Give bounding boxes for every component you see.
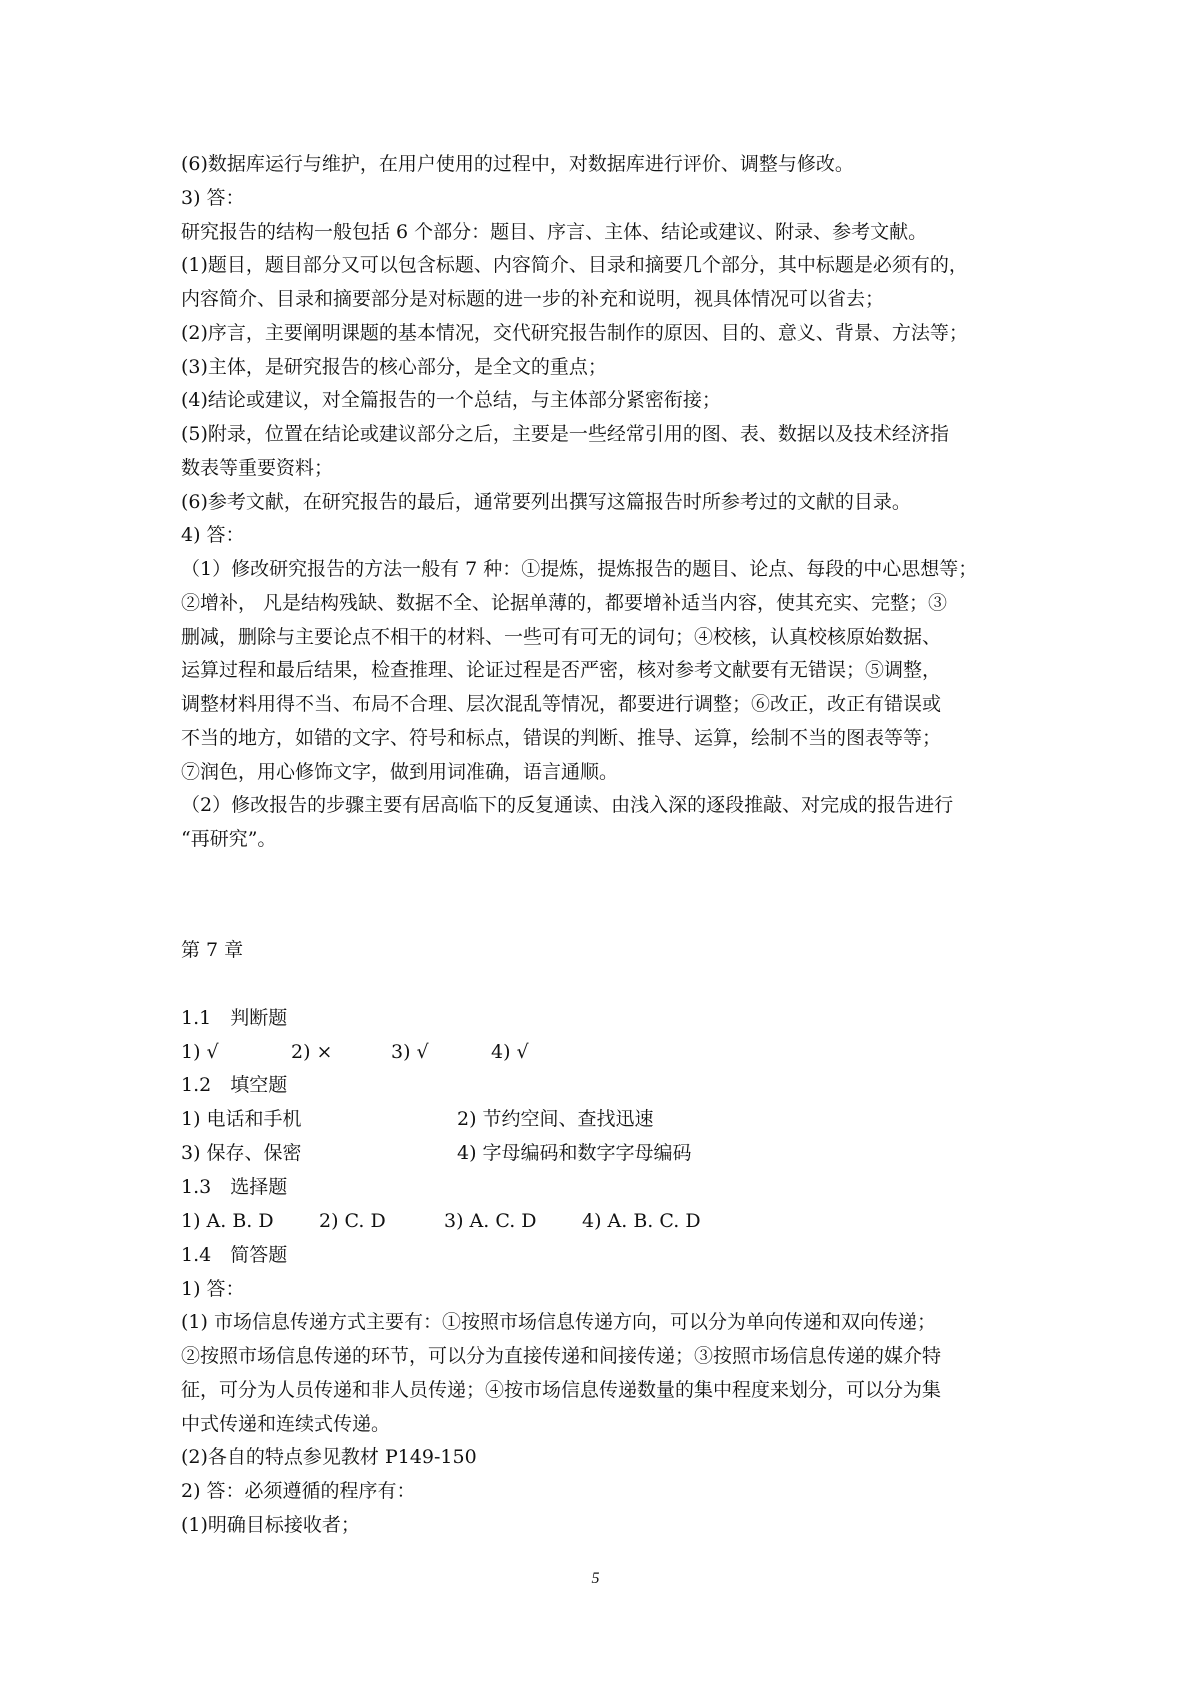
text-line: 2) 答：必须遵循的程序有：: [181, 1480, 416, 1502]
section-heading: 1.4 简答题: [181, 1244, 288, 1266]
text-line: 1) 答：: [181, 1278, 245, 1300]
text-line: （1）修改研究报告的方法一般有 7 种：①提炼，提炼报告的题目、论点、每段的中心思想等；: [181, 558, 978, 580]
text-line: (1) 市场信息传递方式主要有：①按照市场信息传递方向，可以分为单向传递和双向传递；: [181, 1311, 936, 1333]
answer-item: 3) 保存、保密: [181, 1142, 302, 1164]
text-line: (1)明确目标接收者；: [181, 1514, 360, 1536]
answer-item: 2) 节约空间、查找迅速: [457, 1108, 654, 1130]
text-line: (4)结论或建议，对全篇报告的一个总结，与主体部分紧密衔接；: [181, 389, 721, 411]
text-line: (5)附录，位置在结论或建议部分之后，主要是一些经常引用的图、表、数据以及技术经济指: [181, 423, 949, 445]
section-heading: 1.2 填空题: [181, 1074, 288, 1096]
text-line: 3) 答：: [181, 187, 245, 209]
text-line: 内容简介、目录和摘要部分是对标题的进一步的补充和说明，视具体情况可以省去；: [181, 288, 885, 310]
text-line: (1)题目，题目部分又可以包含标题、内容简介、目录和摘要几个部分，其中标题是必须有的，: [181, 254, 968, 276]
answer-item: 1) A. B. D: [181, 1210, 274, 1232]
fill-answers-row: [181, 1107, 1081, 1131]
text-line: 征，可分为人员传递和非人员传递；④按市场信息传递数量的集中程度来划分，可以分为集: [181, 1379, 942, 1401]
section-heading: 1.3 选择题: [181, 1176, 288, 1198]
chapter-heading: 第 7 章: [181, 939, 244, 961]
answer-item: 2) C. D: [319, 1210, 386, 1232]
text-line: ②按照市场信息传递的环节，可以分为直接传递和间接传递；③按照市场信息传递的媒介特: [181, 1345, 942, 1367]
text-line: （2）修改报告的步骤主要有居高临下的反复通读、由浅入深的逐段推敲、对完成的报告进行: [181, 794, 954, 816]
fill-answers-row: [181, 1141, 1081, 1165]
text-line: 数表等重要资料；: [181, 457, 334, 479]
text-line: ②增补， 凡是结构残缺、数据不全、论据单薄的，都要增补适当内容，使其充实、完整；③: [181, 592, 948, 614]
answer-item: 1) √: [181, 1041, 219, 1063]
text-line: (2)序言，主要阐明课题的基本情况，交代研究报告制作的原因、目的、意义、背景、方法等；: [181, 322, 968, 344]
text-line: 删减，删除与主要论点不相干的材料、一些可有可无的词句；④校核，认真校核原始数据、: [181, 626, 942, 648]
text-line: 中式传递和连续式传递。: [181, 1413, 391, 1435]
answer-item: 4) A. B. C. D: [582, 1210, 701, 1232]
answer-item: 1) 电话和手机: [181, 1108, 302, 1130]
text-line: (6)参考文献，在研究报告的最后，通常要列出撰写这篇报告时所参考过的文献的目录。: [181, 491, 911, 513]
section-heading: 1.1 判断题: [181, 1007, 288, 1029]
answer-item: 3) √: [391, 1041, 429, 1063]
text-line: 研究报告的结构一般包括 6 个部分：题目、序言、主体、结论或建议、附录、参考文献。: [181, 221, 928, 243]
text-line: (2)各自的特点参见教材 P149-150: [181, 1446, 477, 1468]
text-line: “再研究”。: [181, 828, 277, 850]
true-false-answers: [181, 1040, 1081, 1064]
page-number: 5: [591, 1570, 600, 1587]
text-line: (3)主体，是研究报告的核心部分，是全文的重点；: [181, 356, 607, 378]
text-line: 不当的地方，如错的文字、符号和标点，错误的判断、推导、运算，绘制不当的图表等等；: [181, 727, 942, 749]
text-line: (6)数据库运行与维护，在用户使用的过程中，对数据库进行评价、调整与修改。: [181, 153, 854, 175]
answer-item: 2) ×: [291, 1041, 333, 1063]
answer-item: 4) √: [491, 1041, 529, 1063]
text-line: 运算过程和最后结果，检查推理、论证过程是否严密，核对参考文献要有无错误；⑤调整，: [181, 659, 942, 681]
choice-answers: [181, 1209, 1081, 1233]
text-line: 4) 答：: [181, 524, 245, 546]
answer-item: 4) 字母编码和数字字母编码: [457, 1142, 692, 1164]
text-line: 调整材料用得不当、布局不合理、层次混乱等情况，都要进行调整；⑥改正，改正有错误或: [181, 693, 942, 715]
answer-item: 3) A. C. D: [444, 1210, 537, 1232]
text-line: ⑦润色，用心修饰文字，做到用词准确，语言通顺。: [181, 761, 619, 783]
